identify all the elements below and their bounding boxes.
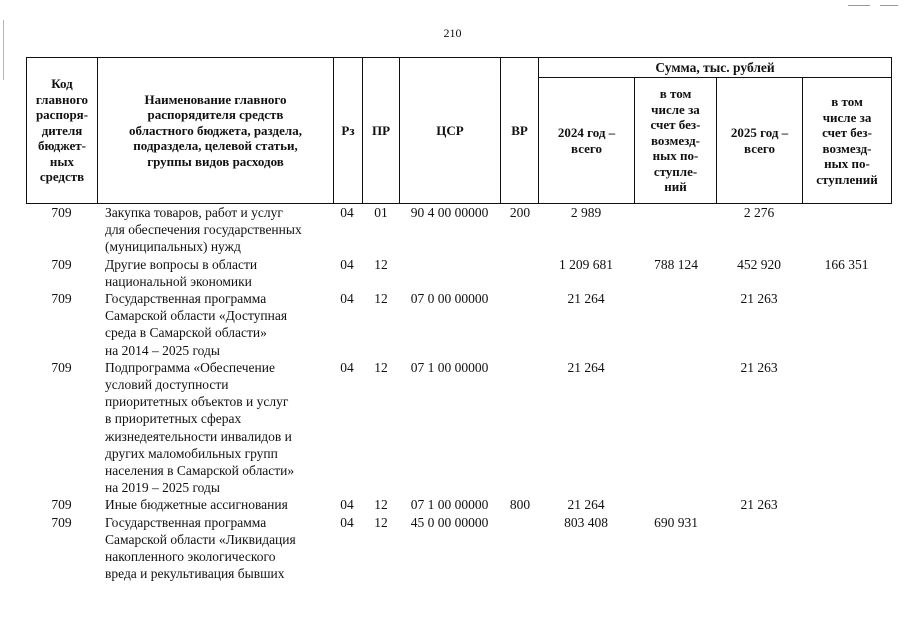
row-pr: 12 [374,497,388,513]
header-vr: ВР [501,58,539,204]
row-name-line: в приоритетных сферах [105,411,242,427]
row-vr: 200 [509,205,531,220]
row-2024-total: 21 264 [567,359,605,375]
table-body [26,204,891,582]
row-name [105,204,335,256]
row-name-line: Государственная программа [105,291,267,307]
row-name-line: Государственная программа [105,514,267,530]
scan-mark [880,5,898,6]
row-pr: 12 [374,359,388,375]
row-rz: 04 [340,514,354,530]
row-code: 709 [51,256,72,272]
row-pr: 12 [374,256,388,272]
table-row [26,290,891,359]
row-name-line: среда в Самарской области» [105,325,267,341]
row-name-line: на 2019 – 2025 годы [105,480,220,496]
row-code: 709 [51,497,72,513]
table-row [26,359,891,497]
row-2024-total: 1 209 681 [559,256,613,272]
row-2024-total: 2 989 [570,205,602,220]
row-name-line: условий доступности [105,377,229,393]
row-pr: 12 [374,291,388,307]
row-name-line: для обеспечения государственных [105,222,302,238]
row-csr: 07 1 00 00000 [410,359,489,375]
row-name [105,256,335,290]
row-rz: 04 [340,497,354,513]
header-2025-free: в том числе за счет без- возмезд- ных по- ступлений [803,78,892,204]
row-rz: 04 [340,359,354,375]
row-2025-total: 21 263 [740,497,778,513]
row-2024-total: 803 408 [564,514,608,530]
row-csr: 90 4 00 00000 [410,205,489,220]
row-name-line: Самарской области «Доступная [105,308,288,324]
row-code: 709 [51,359,72,375]
row-2025-total: 21 263 [740,359,778,375]
row-2025-total: 452 920 [737,256,781,272]
row-rz: 04 [340,205,354,220]
table-row [26,256,891,290]
row-csr: 07 0 00 00000 [410,291,489,307]
row-code: 709 [51,514,72,530]
row-name-line: Самарской области «Ликвидация [105,531,296,547]
row-2025-free: 166 351 [824,256,869,272]
row-csr: 07 1 00 00000 [410,497,489,513]
table-row [26,204,891,256]
header-code: Код главного распоря- дителя бюджет- ных средств [27,58,98,204]
header-pr: ПР [363,58,400,204]
row-name-line: Закупка товаров, работ и услуг [105,205,283,220]
row-vr: 800 [509,497,531,513]
row-name-line: Другие вопросы в области [105,256,258,272]
row-name-line: (муниципальных) нужд [105,239,241,255]
header-2024-free: в том числе за счет без- возмезд- ных по- ступле- ний [635,78,717,204]
row-name-line: приоритетных объектов и услуг [105,394,289,410]
header-rz: Рз [334,58,363,204]
header-2025-total: 2025 год – всего [717,78,803,204]
header-sum: Сумма, тыс. рублей [539,58,892,78]
row-name-line: накопленного экологического [105,549,276,565]
table-row [26,496,891,513]
header-2024-total: 2024 год – всего [539,78,635,204]
row-rz: 04 [340,291,354,307]
row-name [105,359,335,497]
row-name-line: жизнедеятельности инвалидов и [105,428,292,444]
row-pr: 01 [374,205,388,220]
header-name: Наименование главного распорядителя средств областного бюджета, раздела, подраздела, целевой статьи, группы видов расходов [98,58,334,204]
row-2025-total: 2 276 [743,205,775,220]
row-name-line: на 2014 – 2025 годы [105,342,220,358]
header-csr: ЦСР [400,58,501,204]
table-row [26,514,891,583]
row-pr: 12 [374,514,388,530]
page-number: 210 [443,26,462,40]
row-2024-total: 21 264 [567,497,605,513]
row-name-line: населения в Самарской области» [105,463,295,479]
row-name-line: вреда и рекультивация бывших [105,566,285,582]
row-rz: 04 [340,256,354,272]
row-name-line: Иные бюджетные ассигнования [105,497,288,513]
row-name-line: национальной экономики [105,273,252,289]
row-2025-total: 21 263 [740,291,778,307]
row-csr: 45 0 00 00000 [410,514,489,530]
row-2024-free: 788 124 [654,256,698,272]
table-header [26,57,892,204]
row-name [105,514,335,583]
row-2024-free: 690 931 [654,514,698,530]
row-code: 709 [51,291,72,307]
row-name-line: Подпрограмма «Обеспечение [105,359,275,375]
row-name-line: других маломобильных групп [105,445,278,461]
row-name [105,290,335,359]
row-code: 709 [51,205,72,220]
row-name [105,496,335,513]
scan-mark [848,5,870,6]
row-2024-total: 21 264 [567,291,605,307]
